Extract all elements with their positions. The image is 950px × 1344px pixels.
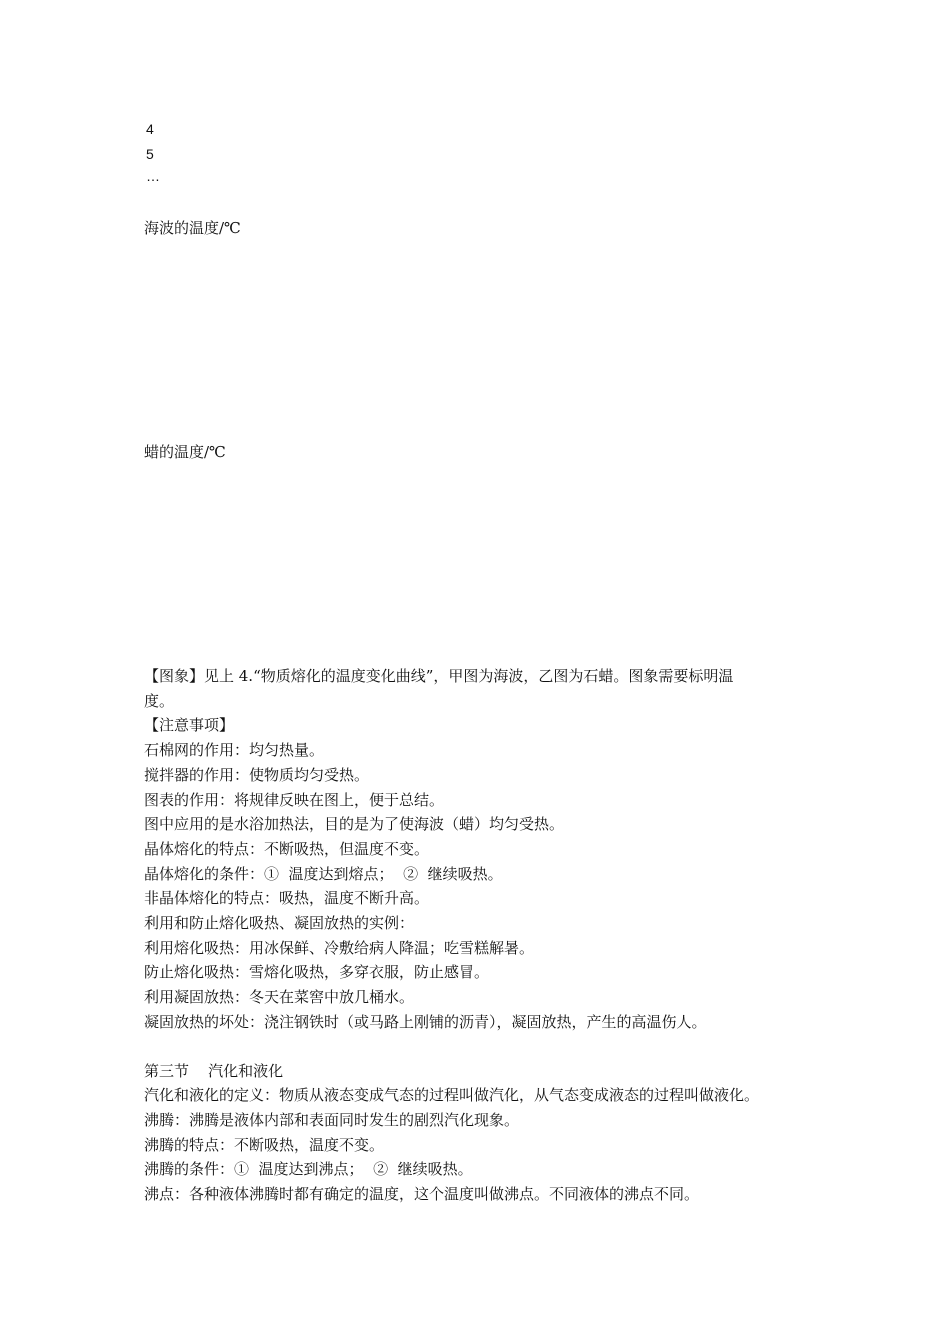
paragraph-line: 沸腾：沸腾是液体内部和表面同时发生的剧烈汽化现象。 xyxy=(144,1110,520,1129)
section-heading: 第三节 汽化和液化 xyxy=(144,1061,284,1080)
paragraph-line: 汽化和液化的定义：物质从液态变成气态的过程叫做汽化，从气态变成液态的过程叫做液化。 xyxy=(144,1086,760,1105)
paragraph-line: 图中应用的是水浴加热法，目的是为了使海波（蜡）均匀受热。 xyxy=(144,815,565,834)
list-number-5: 5 xyxy=(146,146,154,162)
paragraph-line: 【图象】见上 4.“物质熔化的温度变化曲线”，甲图为海波，乙图为石蜡。图象需要标明温 xyxy=(144,667,734,685)
paragraph-line: 沸腾的特点：不断吸热，温度不变。 xyxy=(144,1135,385,1154)
section-gap xyxy=(144,1035,824,1059)
paragraph-line: 【注意事项】 xyxy=(144,716,235,735)
paragraph-line: 石棉网的作用：均匀热量。 xyxy=(144,741,325,760)
paragraph-line: 图表的作用：将规律反映在图上，便于总结。 xyxy=(144,790,445,809)
paragraph-line: 防止熔化吸热：雪熔化吸热，多穿衣服，防止感冒。 xyxy=(144,963,490,982)
paragraph-line: 沸点：各种液体沸腾时都有确定的温度，这个温度叫做沸点。不同液体的沸点不同。 xyxy=(144,1185,700,1204)
list-number-4: 4 xyxy=(146,121,154,137)
paragraph-line: 搅拌器的作用：使物质均匀受热。 xyxy=(144,765,370,784)
haibo-temperature-label: 海波的温度/℃ xyxy=(144,219,241,237)
paragraph-line: 利用凝固放热：冬天在菜窖中放几桶水。 xyxy=(144,988,415,1007)
paragraph-line: 度。 xyxy=(144,691,175,710)
paragraph-line: 晶体熔化的条件：① 温度达到熔点； ② 继续吸热。 xyxy=(144,864,503,883)
paragraph-line: 利用熔化吸热：用冰保鲜、冷敷给病人降温；吃雪糕解暑。 xyxy=(144,938,535,957)
paragraph-line: 凝固放热的坏处：浇注钢铁时（或马路上刚铺的沥青），凝固放热，产生的高温伤人。 xyxy=(144,1012,707,1031)
paragraph-line: 晶体熔化的特点：不断吸热，但温度不变。 xyxy=(144,839,430,858)
paragraph-line: 非晶体熔化的特点：吸热，温度不断升高。 xyxy=(144,889,430,908)
paragraph-line: 沸腾的条件：① 温度达到沸点； ② 继续吸热。 xyxy=(144,1160,473,1179)
list-ellipsis: … xyxy=(146,168,160,184)
wax-temperature-label: 蜡的温度/℃ xyxy=(144,443,226,461)
document-body xyxy=(144,664,824,1207)
paragraph-line: 利用和防止熔化吸热、凝固放热的实例： xyxy=(144,914,415,933)
